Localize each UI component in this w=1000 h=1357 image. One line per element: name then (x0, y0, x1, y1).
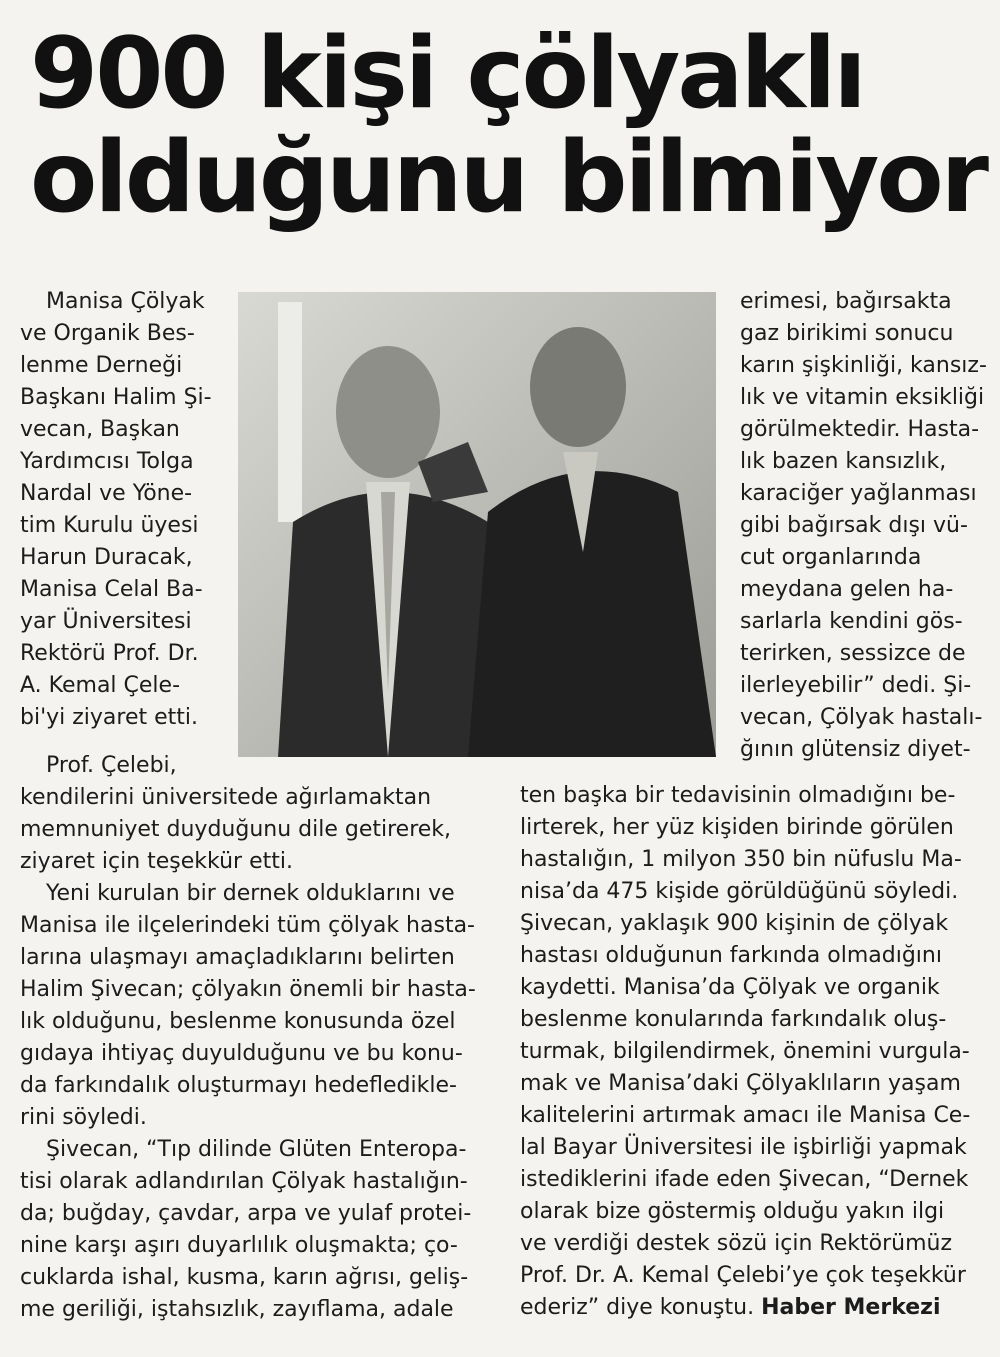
text-line: görülmektedir. Hasta- (740, 417, 980, 442)
text-line: Şivecan, “Tıp dilinde Glüten Enteropa- (46, 1137, 467, 1162)
text-line: Rektörü Prof. Dr. (20, 641, 199, 666)
headline-line-2: olduğunu bilmiyor (30, 121, 986, 235)
text-line: olarak bize göstermiş olduğu yakın ilgi (520, 1199, 945, 1224)
byline: Haber Merkezi (761, 1295, 941, 1320)
text-line: cuklarda ishal, kusma, karın ağrısı, geliş- (20, 1265, 469, 1290)
text-line: Şivecan, yaklaşık 900 kişinin de çölyak (520, 911, 949, 936)
text-line: da farkındalık oluşturmayı hedefledikle- (20, 1073, 457, 1098)
text-line: yar Üniversitesi (20, 609, 192, 634)
text-line: hastalığın, 1 milyon 350 bin nüfuslu Ma- (520, 847, 962, 872)
text-line: gaz birikimi sonucu (740, 321, 954, 346)
text-line: Yeni kurulan bir dernek olduklarını ve (46, 881, 455, 906)
text-line: ziyaret için teşekkür etti. (20, 849, 293, 874)
column-right-lower (520, 780, 970, 1324)
closing-line (520, 1292, 970, 1324)
photo-icon (238, 292, 716, 757)
text-line: Prof. Dr. A. Kemal Çelebi’ye çok teşekkür (520, 1263, 966, 1288)
text-line: Prof. Çelebi, (46, 753, 177, 778)
column-left-lower (20, 750, 476, 1326)
text-line: Manisa Çölyak (46, 289, 205, 314)
text-line: mak ve Manisa’daki Çölyaklıların yaşam (520, 1071, 961, 1096)
headline (30, 17, 990, 235)
text-line: nisa’da 475 kişide görüldüğünü söyledi. (520, 879, 959, 904)
headline-line-1: 900 kişi çölyaklı (30, 17, 864, 131)
closing-text: ederiz” diye konuştu. (520, 1295, 755, 1320)
text-line: turmak, bilgilendirmek, önemini vurgula- (520, 1039, 970, 1064)
text-line: karaciğer yağlanması (740, 481, 977, 506)
text-line: sarlarla kendini gös- (740, 609, 963, 634)
text-line: kalitelerini artırmak amacı ile Manisa Ce- (520, 1103, 971, 1128)
text-line: istediklerini ifade eden Şivecan, “Dernek (520, 1167, 969, 1192)
text-line: erimesi, bağırsakta (740, 289, 952, 314)
text-line: Manisa Celal Ba- (20, 577, 203, 602)
text-line: vecan, Başkan (20, 417, 180, 442)
text-line: terirken, sessizce de (740, 641, 966, 666)
text-line: Harun Duracak, (20, 545, 193, 570)
text-line: Yardımcısı Tolga (20, 449, 194, 474)
text-line: A. Kemal Çele- (20, 673, 181, 698)
text-line: karın şişkinliği, kansız- (740, 353, 987, 378)
text-line: Nardal ve Yöne- (20, 481, 193, 506)
text-line: me geriliği, iştahsızlık, zayıflama, adale (20, 1297, 454, 1322)
text-line: cut organlarında (740, 545, 922, 570)
text-line: lık ve vitamin eksikliği (740, 385, 985, 410)
text-line: lirterek, her yüz kişiden birinde görülen (520, 815, 954, 840)
text-line: beslenme konularında farkındalık oluş- (520, 1007, 947, 1032)
text-line: vecan, Çölyak hastalı- (740, 705, 983, 730)
text-line: kendilerini üniversitede ağırlamaktan (20, 785, 432, 810)
text-line: rini söyledi. (20, 1105, 147, 1130)
text-line: lık olduğunu, beslenme konusunda özel (20, 1009, 456, 1034)
column-left-upper (20, 286, 212, 734)
text-line: lık bazen kansızlık, (740, 449, 947, 474)
news-photo (238, 292, 716, 757)
text-line: ğının glütensiz diyet- (740, 737, 971, 762)
text-line: ve verdiği destek sözü için Rektörümüz (520, 1231, 952, 1256)
text-line: gıdaya ihtiyaç duyulduğunu ve bu konu- (20, 1041, 463, 1066)
text-line: da; buğday, çavdar, arpa ve yulaf protei- (20, 1201, 472, 1226)
text-line: tim Kurulu üyesi (20, 513, 199, 538)
text-line: bi'yi ziyaret etti. (20, 705, 199, 730)
text-line: ilerleyebilir” dedi. Şi- (740, 673, 972, 698)
text-line: hastası olduğunun farkında olmadığını (520, 943, 942, 968)
text-line: tisi olarak adlandırılan Çölyak hastalığın- (20, 1169, 468, 1194)
text-line: meydana gelen ha- (740, 577, 954, 602)
text-line: nine karşı aşırı duyarlılık oluşmakta; ço- (20, 1233, 458, 1258)
text-line: Manisa ile ilçelerindeki tüm çölyak hasta- (20, 913, 475, 938)
text-line: kaydetti. Manisa’da Çölyak ve organik (520, 975, 940, 1000)
text-line: ve Organik Bes- (20, 321, 195, 346)
text-line: lenme Derneği (20, 353, 183, 378)
text-line: memnuniyet duyduğunu dile getirerek, (20, 817, 452, 842)
text-line: Halim Şivecan; çölyakın önemli bir hasta- (20, 977, 476, 1002)
text-line: Başkanı Halim Şi- (20, 385, 212, 410)
text-line: lal Bayar Üniversitesi ile işbirliği yapmak (520, 1135, 967, 1160)
text-line: larına ulaşmayı amaçladıklarını belirten (20, 945, 455, 970)
text-line: ten başka bir tedavisinin olmadığını be- (520, 783, 956, 808)
column-right-upper (740, 286, 987, 766)
text-line: gibi bağırsak dışı vü- (740, 513, 968, 538)
